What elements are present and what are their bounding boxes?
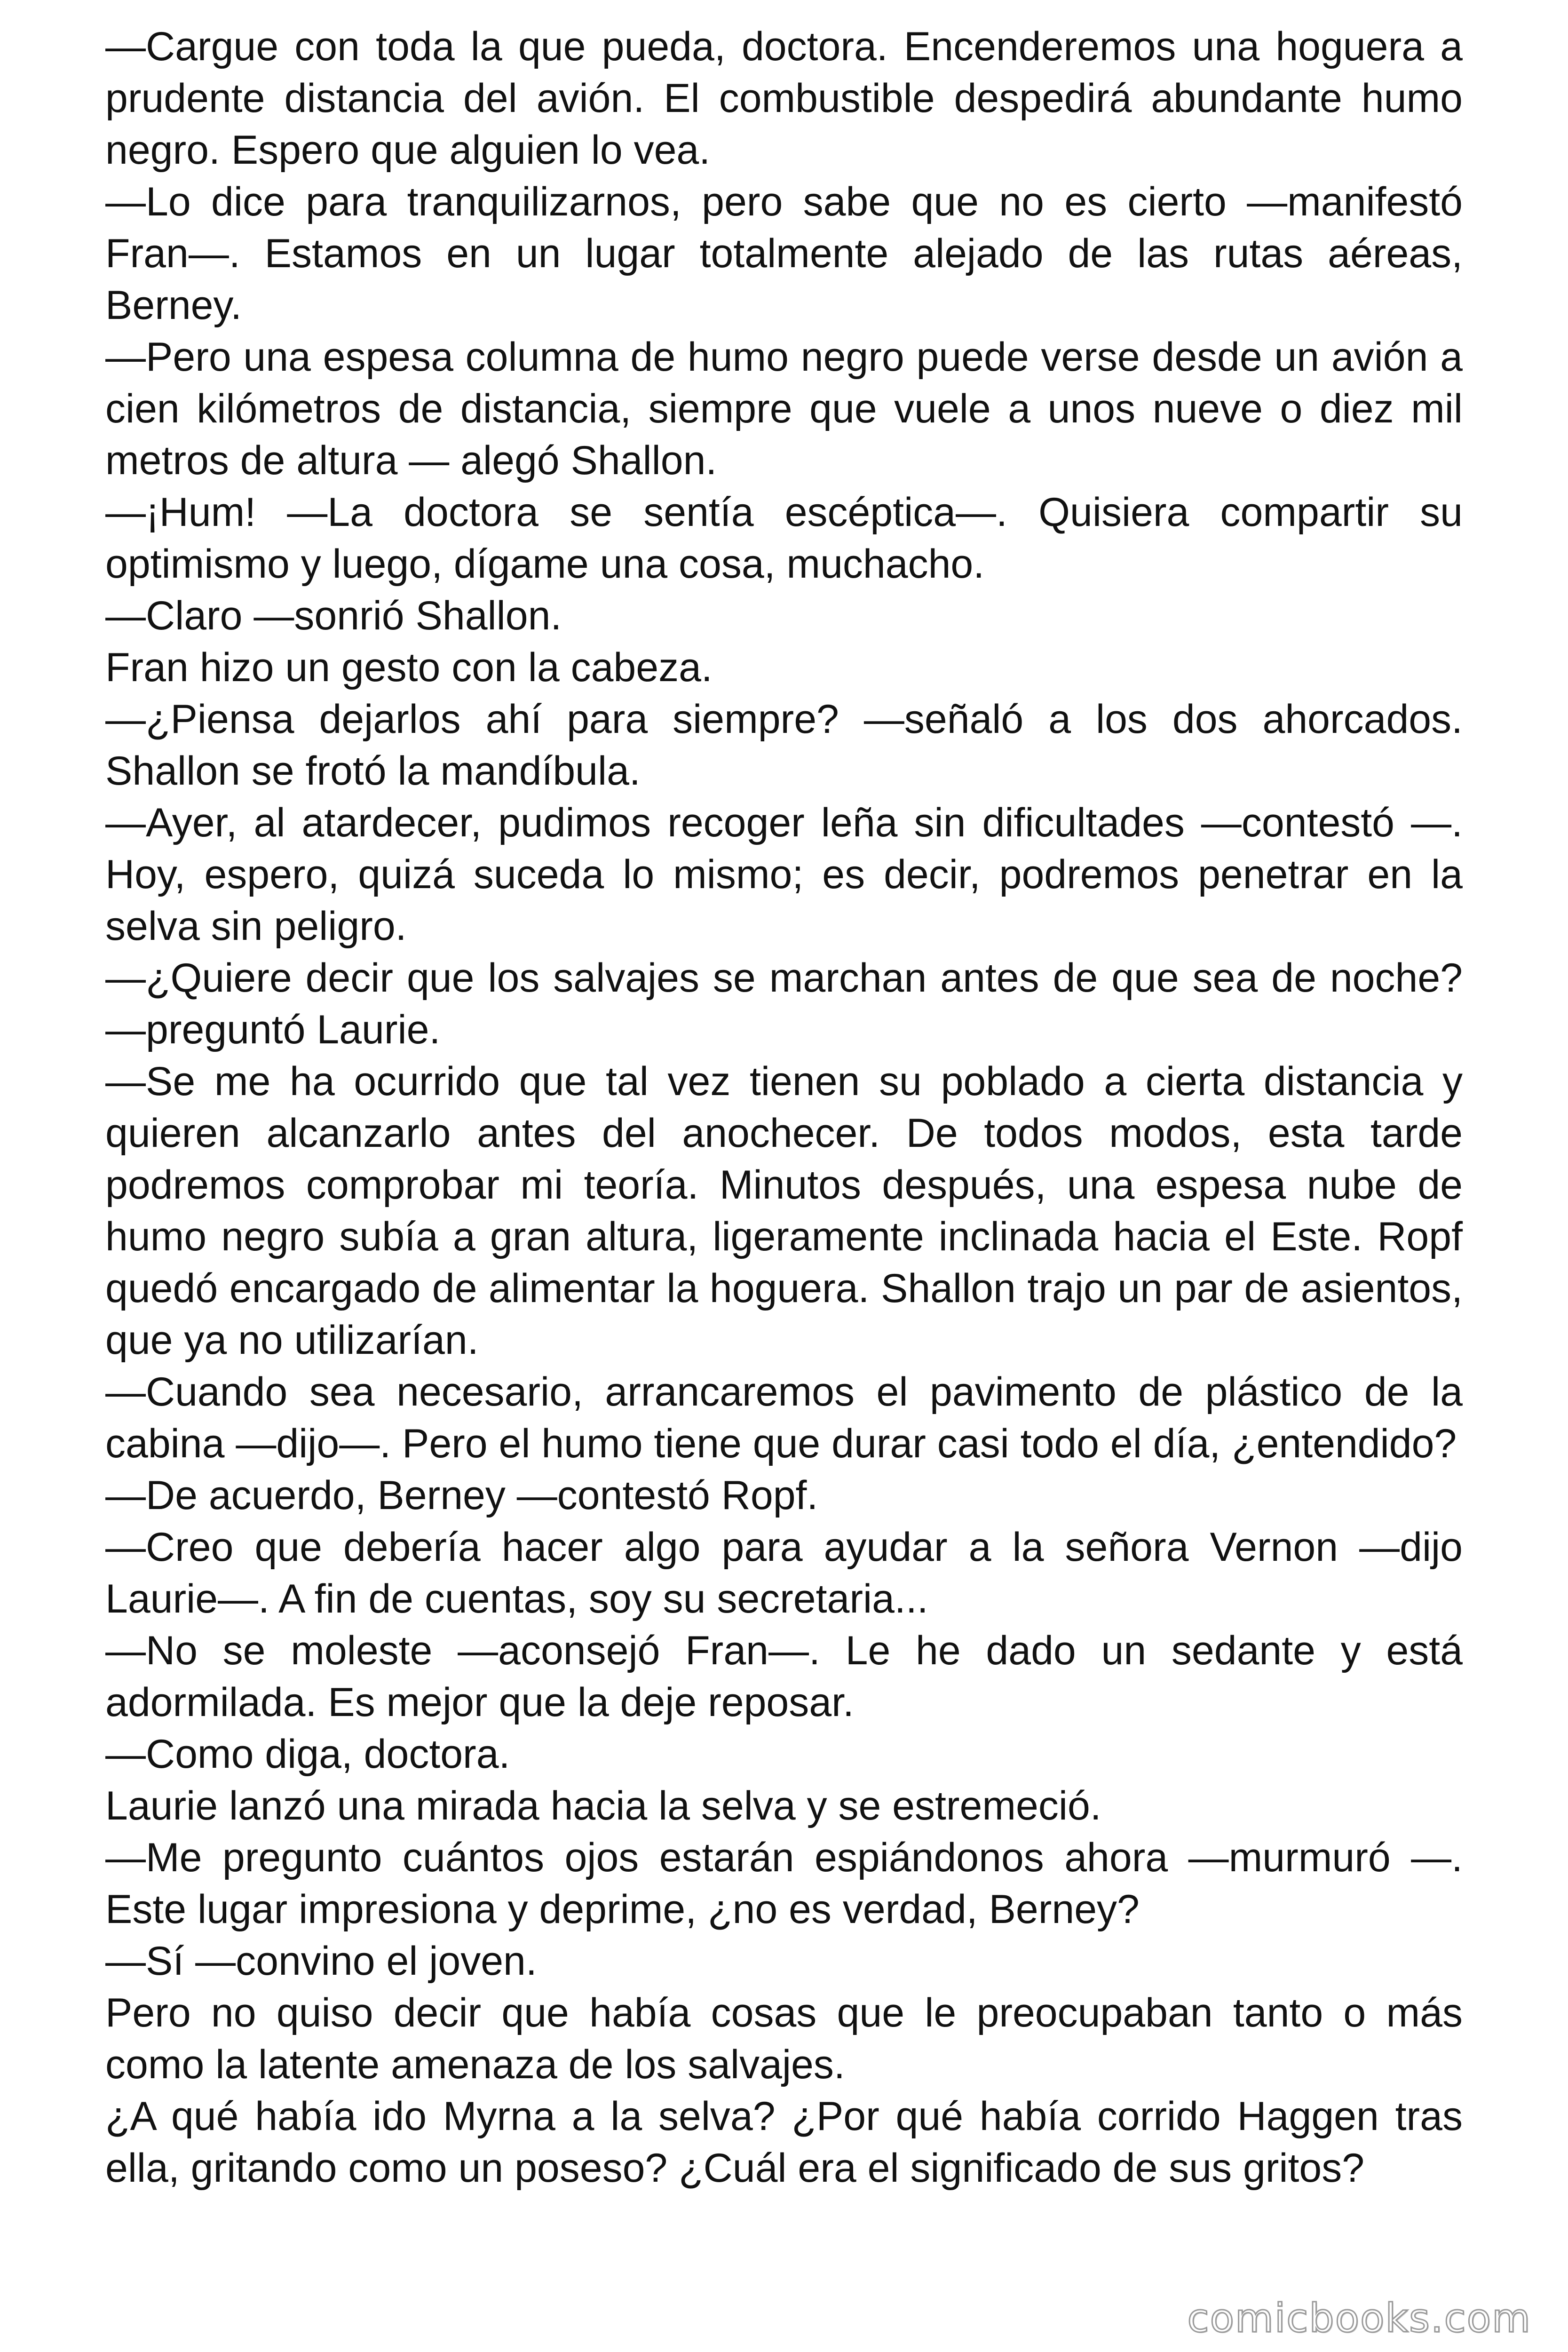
paragraph: —Como diga, doctora. bbox=[105, 1732, 510, 1777]
paragraph: Pero no quiso decir que había cosas que le preocupaban tanto o más como la latente amenaza de los salvajes. bbox=[105, 1990, 1463, 2087]
page-text bbox=[105, 21, 1463, 2194]
paragraph: —Sí —convino el joven. bbox=[105, 1939, 537, 1984]
paragraph: ¿A qué había ido Myrna a la selva? ¿Por qué había corrido Haggen tras ella, gritando como un poseso? ¿Cuál era el significado de sus gritos? bbox=[105, 2094, 1463, 2191]
paragraph: —Me pregunto cuántos ojos estarán espiándonos ahora —murmuró —. Este lugar impresiona y deprime, ¿no es verdad, Berney? bbox=[105, 1835, 1463, 1932]
paragraph: —No se moleste —aconsejó Fran—. Le he dado un sedante y está adormilada. Es mejor que la deje reposar. bbox=[105, 1628, 1463, 1725]
paragraph: —Pero una espesa columna de humo negro puede verse desde un avión a cien kilómetros de distancia, siempre que vuele a unos nueve o diez mil metros de altura — alegó Shallon. bbox=[105, 334, 1463, 483]
paragraph: —Cargue con toda la que pueda, doctora. Encenderemos una hoguera a prudente distancia del avión. El combustible despedirá abundante humo negro. Espero que alguien lo vea. bbox=[105, 24, 1463, 173]
paragraph: —¡Hum! —La doctora se sentía escéptica—. Quisiera compartir su optimismo y luego, dígame una cosa, muchacho. bbox=[105, 490, 1463, 587]
paragraph: —Lo dice para tranquilizarnos, pero sabe que no es cierto —manifestó Fran—. Estamos en un lugar totalmente alejado de las rutas aéreas, Berney. bbox=[105, 179, 1463, 328]
paragraph: —Cuando sea necesario, arrancaremos el pavimento de plástico de la cabina —dijo—. Pero el humo tiene que durar casi todo el día, ¿entendido? bbox=[105, 1369, 1463, 1466]
paragraph: —Creo que debería hacer algo para ayudar a la señora Vernon —dijo Laurie—. A fin de cuentas, soy su secretaria... bbox=[105, 1525, 1463, 1621]
paragraph: —¿Piensa dejarlos ahí para siempre? —señaló a los dos ahorcados. Shallon se frotó la mandíbula. bbox=[105, 697, 1463, 794]
paragraph: —Claro —sonrió Shallon. bbox=[105, 593, 562, 638]
paragraph: Fran hizo un gesto con la cabeza. bbox=[105, 645, 713, 690]
paragraph: —De acuerdo, Berney —contestó Ropf. bbox=[105, 1473, 818, 1518]
paragraph: —¿Quiere decir que los salvajes se marchan antes de que sea de noche? —preguntó Laurie. bbox=[105, 955, 1463, 1052]
paragraph: Laurie lanzó una mirada hacia la selva y se estremeció. bbox=[105, 1783, 1101, 1828]
paragraph: —Se me ha ocurrido que tal vez tienen su poblado a cierta distancia y quieren alcanzarlo antes del anochecer. De todos modos, esta tarde podremos comprobar mi teoría. Minutos después, una espesa nube de humo negro subía a gran altura, ligeramente inclinada hacia el Este. Ropf quedó encargado de alimentar la hoguera. Shallon trajo un par de asientos, que ya no utilizarían. bbox=[105, 1059, 1463, 1363]
watermark: comicbooks.com bbox=[1187, 2295, 1531, 2341]
paragraph: —Ayer, al atardecer, pudimos recoger leña sin dificultades —contestó —. Hoy, espero, quizá suceda lo mismo; es decir, podremos penetrar en la selva sin peligro. bbox=[105, 800, 1463, 949]
